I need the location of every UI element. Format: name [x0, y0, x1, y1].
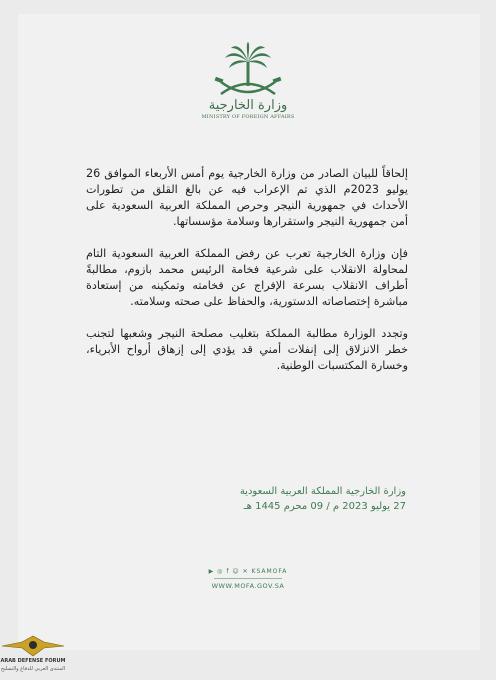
ministry-name-arabic: وزارة الخارجية [208, 98, 288, 113]
facebook-icon[interactable]: f [226, 568, 230, 575]
footer-divider [214, 578, 282, 579]
website-link[interactable]: WWW.MOFA.GOV.SA [211, 582, 285, 590]
twitter-icon[interactable]: ✕ [242, 568, 249, 575]
watermark-name-english: ARAB DEFENSE FORUM [0, 658, 66, 664]
statement-paragraph: إلحاقاً للبيان الصادر من وزارة الخارجية يوم أمس الأربعاء الموافق 26 يوليو 2023م الذي تم الإعراب فيه عن بالغ القلق من تطورات الأحداث في جمهورية النيجر وحرص المملكة العربية السعودية على أمن جمهورية النيجر واستقرارها وسلامة مؤسساتها. [86, 167, 409, 228]
instagram-icon[interactable]: ◎ [217, 568, 224, 575]
footer [208, 568, 288, 598]
date-line: 27 يوليو 2023 م / 09 محرم 1445 هـ [243, 501, 406, 512]
watermark [0, 634, 66, 678]
statement-paragraph: فإن وزارة الخارجية تعرب عن رفض المملكة العربية السعودية التام لمحاولة الانقلاب على شرعية فخامة الرئيس محمد بازوم، مطالبةً أطراف الانقلاب بسرعة الإفراج عن فخامته وتمكينه من إستعادة مباشرة إختصاصاته الدستورية، والحفاظ على صحته وسلامته. [86, 247, 408, 308]
snapchat-icon[interactable]: ☺ [232, 568, 240, 575]
signature-block [170, 484, 406, 514]
statement-body [86, 166, 408, 390]
youtube-icon[interactable]: ▶ [208, 568, 215, 575]
watermark-name-arabic: المنتدى العربي للدفاع والتسليح [0, 666, 66, 672]
social-handle: KSAMOFA [251, 568, 288, 575]
issuer-line: وزارة الخارجية المملكة العربية السعودية [239, 486, 406, 497]
forum-logo-icon [0, 634, 66, 658]
social-row [208, 568, 288, 575]
saudi-emblem-icon [209, 42, 287, 104]
ministry-name-english: MINISTRY OF FOREIGN AFFAIRS [201, 114, 295, 120]
statement-paragraph: وتجدد الوزارة مطالبة المملكة بتغليب مصلحة النيجر وشعبها لتجنب خطر الانزلاق إلى إنفلات أمني قد يؤدي إلى إزهاق أرواح الأبرياء، وخسارة المكتسبات الوطنية. [86, 327, 408, 372]
